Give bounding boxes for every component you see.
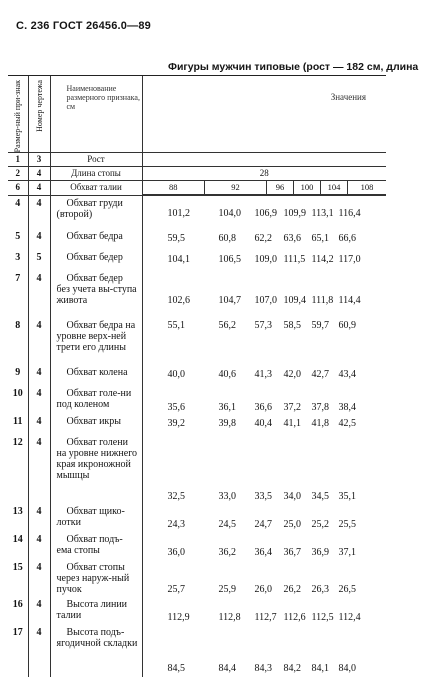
row-name: Обхват подъ-ема стопы <box>50 532 142 560</box>
value-cell: 24,7 <box>254 518 272 530</box>
row-number: 12 <box>8 435 28 504</box>
index-value-cell <box>142 153 386 167</box>
table-title: Фигуры мужчин типовые (рост — 182 см, длина <box>168 61 419 73</box>
value-cell: 112,8 <box>218 611 241 623</box>
value-cell: 41,8 <box>311 417 329 429</box>
drawing-number: 4 <box>28 271 50 318</box>
value-cell: 43,4 <box>338 368 356 380</box>
drawing-number: 5 <box>28 250 50 271</box>
table-row <box>8 229 386 250</box>
row-name: Обхват бедер без учета вы-ступа живота <box>50 271 142 318</box>
row-number: 4 <box>8 196 28 229</box>
value-cell: 109,9 <box>283 208 306 220</box>
value-cell: 25,9 <box>218 583 236 595</box>
row-number: 13 <box>8 504 28 532</box>
value-cell: 37,8 <box>311 401 329 413</box>
value-cell: 113,1 <box>311 208 334 220</box>
value-cell: 24,3 <box>167 518 185 530</box>
value-cell: 39,2 <box>167 417 185 429</box>
value-cell: 25,5 <box>338 518 356 530</box>
drawing-number: 4 <box>28 181 50 196</box>
value-cell: 36,1 <box>218 401 236 413</box>
value-cell: 40,4 <box>254 417 272 429</box>
value-cell: 41,1 <box>283 417 301 429</box>
size-header-cell: 96 <box>267 181 294 195</box>
table-row <box>8 318 386 365</box>
row-name: Обхват щико-лотки <box>50 504 142 532</box>
table-row <box>8 435 386 504</box>
drawing-number: 4 <box>28 414 50 435</box>
row-number: 14 <box>8 532 28 560</box>
value-cell: 42,5 <box>338 417 356 429</box>
table-row <box>8 625 386 677</box>
value-cell: 112,6 <box>283 611 306 623</box>
row-name: Обхват бедра на уровне верх-ней трети его длины <box>50 318 142 365</box>
value-cell: 33,0 <box>218 490 236 502</box>
value-cell: 63,6 <box>283 232 301 244</box>
row-name: Обхват бедра <box>50 229 142 250</box>
value-cell: 114,2 <box>311 253 334 265</box>
value-cell: 26,3 <box>311 583 329 595</box>
table-row <box>8 250 386 271</box>
value-cell: 36,0 <box>167 546 185 558</box>
row-number: 7 <box>8 271 28 318</box>
row-number: 6 <box>8 181 28 196</box>
value-cell: 36,9 <box>311 546 329 558</box>
value-cell: 104,0 <box>218 208 241 220</box>
row-number: 2 <box>8 167 28 181</box>
row-values <box>142 196 386 229</box>
value-cell: 60,9 <box>338 319 356 331</box>
index-cell: 3 <box>28 153 50 167</box>
row-values <box>142 504 386 532</box>
value-cell: 41,3 <box>254 368 272 380</box>
row-name: Высота линии талии <box>50 597 142 625</box>
value-cell: 25,0 <box>283 518 301 530</box>
value-cell: 36,6 <box>254 401 272 413</box>
row-name: Обхват бедер <box>50 250 142 271</box>
value-cell: 60,8 <box>218 232 236 244</box>
row-number: 8 <box>8 318 28 365</box>
size-header-cell: 104 <box>321 181 348 195</box>
size-cells <box>142 181 386 196</box>
row-values <box>142 560 386 597</box>
row-name: Обхват стопы через наруж-ный пучок <box>50 560 142 597</box>
value-cell: 26,5 <box>338 583 356 595</box>
value-cell: 84,5 <box>167 662 185 674</box>
value-cell: 117,0 <box>338 253 361 265</box>
value-cell: 24,5 <box>218 518 236 530</box>
value-cell: 84,1 <box>311 662 329 674</box>
row-values <box>142 414 386 435</box>
row-values <box>142 625 386 677</box>
drawing-number: 4 <box>28 167 50 181</box>
foot-length-row <box>8 167 386 181</box>
value-cell: 55,1 <box>167 319 185 331</box>
value-cell: 42,0 <box>283 368 301 380</box>
value-cell: 37,2 <box>283 401 301 413</box>
size-header-cell: 92 <box>205 181 267 195</box>
value-cell: 57,3 <box>254 319 272 331</box>
value-cell: 56,2 <box>218 319 236 331</box>
value-cell: 39,8 <box>218 417 236 429</box>
value-cell: 34,5 <box>311 490 329 502</box>
value-cell: 106,9 <box>254 208 277 220</box>
value-cell: 37,1 <box>338 546 356 558</box>
row-name: Обхват голе-ни под коленом <box>50 386 142 414</box>
row-name: Длина стопы <box>50 167 142 181</box>
value-cell: 59,5 <box>167 232 185 244</box>
row-number: 15 <box>8 560 28 597</box>
value-cell: 66,6 <box>338 232 356 244</box>
value-cell: 62,2 <box>254 232 272 244</box>
row-name: Обхват талии <box>50 181 142 196</box>
value-cell: 40,0 <box>167 368 185 380</box>
row-name: Высота подъ-ягодичной складки <box>50 625 142 677</box>
measurements-table <box>8 76 386 677</box>
table-row <box>8 271 386 318</box>
row-name: Обхват груди (второй) <box>50 196 142 229</box>
value-cell: 40,6 <box>218 368 236 380</box>
value-cell: 107,0 <box>254 294 277 306</box>
size-header-cell: 108 <box>348 181 387 195</box>
value-cell: 114,4 <box>338 294 361 306</box>
value-cell: 35,6 <box>167 401 185 413</box>
value-cell: 58,5 <box>283 319 301 331</box>
drawing-number: 4 <box>28 504 50 532</box>
row-number: 17 <box>8 625 28 677</box>
value-cell: 42,7 <box>311 368 329 380</box>
value-cell: 112,7 <box>254 611 277 623</box>
value-cell: 35,1 <box>338 490 356 502</box>
row-values <box>142 435 386 504</box>
table-row <box>8 414 386 435</box>
value-cell: 26,2 <box>283 583 301 595</box>
value-cell: 36,2 <box>218 546 236 558</box>
row-name: Обхват колена <box>50 365 142 386</box>
row-values <box>142 271 386 318</box>
value-cell: 116,4 <box>338 208 361 220</box>
value-cell: 59,7 <box>311 319 329 331</box>
value-cell: 104,1 <box>167 253 190 265</box>
table-header-row <box>8 76 386 153</box>
index-name-cell: Рост <box>50 153 142 167</box>
value-cell: 65,1 <box>311 232 329 244</box>
col-header-values: Значения <box>142 76 386 153</box>
row-values <box>142 365 386 386</box>
size-subtable <box>143 181 387 195</box>
value-cell: 34,0 <box>283 490 301 502</box>
value-cell: 36,4 <box>254 546 272 558</box>
value-cell: 25,2 <box>311 518 329 530</box>
row-name: Обхват голени на уровне нижнего края икроножной мышцы <box>50 435 142 504</box>
value-cell: 112,4 <box>338 611 361 623</box>
row-values <box>142 386 386 414</box>
row-values <box>142 532 386 560</box>
value-cell: 33,5 <box>254 490 272 502</box>
index-row <box>8 153 386 167</box>
table-row <box>8 597 386 625</box>
value-cell: 36,7 <box>283 546 301 558</box>
table-row <box>8 560 386 597</box>
drawing-number: 4 <box>28 196 50 229</box>
row-values <box>142 318 386 365</box>
table-row <box>8 386 386 414</box>
value-cell: 84,3 <box>254 662 272 674</box>
value-cell: 84,4 <box>218 662 236 674</box>
table-row <box>8 365 386 386</box>
value-cell: 106,5 <box>218 253 241 265</box>
row-number: 5 <box>8 229 28 250</box>
table-row <box>8 504 386 532</box>
value-cell: 102,6 <box>167 294 190 306</box>
col-header-drawing: Номер чертежа <box>28 76 50 153</box>
value-cell: 111,8 <box>311 294 334 306</box>
drawing-number: 4 <box>28 597 50 625</box>
value-cell: 26,0 <box>254 583 272 595</box>
row-number: 16 <box>8 597 28 625</box>
value-cell: 32,5 <box>167 490 185 502</box>
size-header-cell: 100 <box>294 181 321 195</box>
drawing-number: 4 <box>28 435 50 504</box>
value-cell: 112,5 <box>311 611 334 623</box>
drawing-number: 4 <box>28 532 50 560</box>
drawing-number: 4 <box>28 229 50 250</box>
row-number: 3 <box>8 250 28 271</box>
drawing-number: 4 <box>28 318 50 365</box>
value-cell: 84,0 <box>338 662 356 674</box>
value-cell: 109,0 <box>254 253 277 265</box>
size-subtable-row <box>143 181 387 195</box>
row-value: 28 <box>142 167 386 181</box>
value-cell: 104,7 <box>218 294 241 306</box>
table-row <box>8 532 386 560</box>
row-number: 11 <box>8 414 28 435</box>
value-cell: 25,7 <box>167 583 185 595</box>
waist-size-row <box>8 181 386 196</box>
size-header-cell: 88 <box>143 181 205 195</box>
value-cell: 101,2 <box>167 208 190 220</box>
row-number: 9 <box>8 365 28 386</box>
index-cell: 1 <box>8 153 28 167</box>
drawing-number: 4 <box>28 560 50 597</box>
row-name: Обхват икры <box>50 414 142 435</box>
col-header-name: Наименование размерного признака, см <box>50 76 142 153</box>
table-row <box>8 196 386 229</box>
row-values <box>142 250 386 271</box>
value-cell: 38,4 <box>338 401 356 413</box>
row-values <box>142 597 386 625</box>
drawing-number: 4 <box>28 625 50 677</box>
row-values <box>142 229 386 250</box>
value-cell: 111,5 <box>283 253 306 265</box>
page-header: С. 236 ГОСТ 26456.0—89 <box>16 20 151 32</box>
value-cell: 112,9 <box>167 611 190 623</box>
drawing-number: 4 <box>28 386 50 414</box>
row-number: 10 <box>8 386 28 414</box>
value-cell: 109,4 <box>283 294 306 306</box>
drawing-number: 4 <box>28 365 50 386</box>
value-cell: 84,2 <box>283 662 301 674</box>
col-header-number: Размер-ный при-знак <box>8 76 28 153</box>
